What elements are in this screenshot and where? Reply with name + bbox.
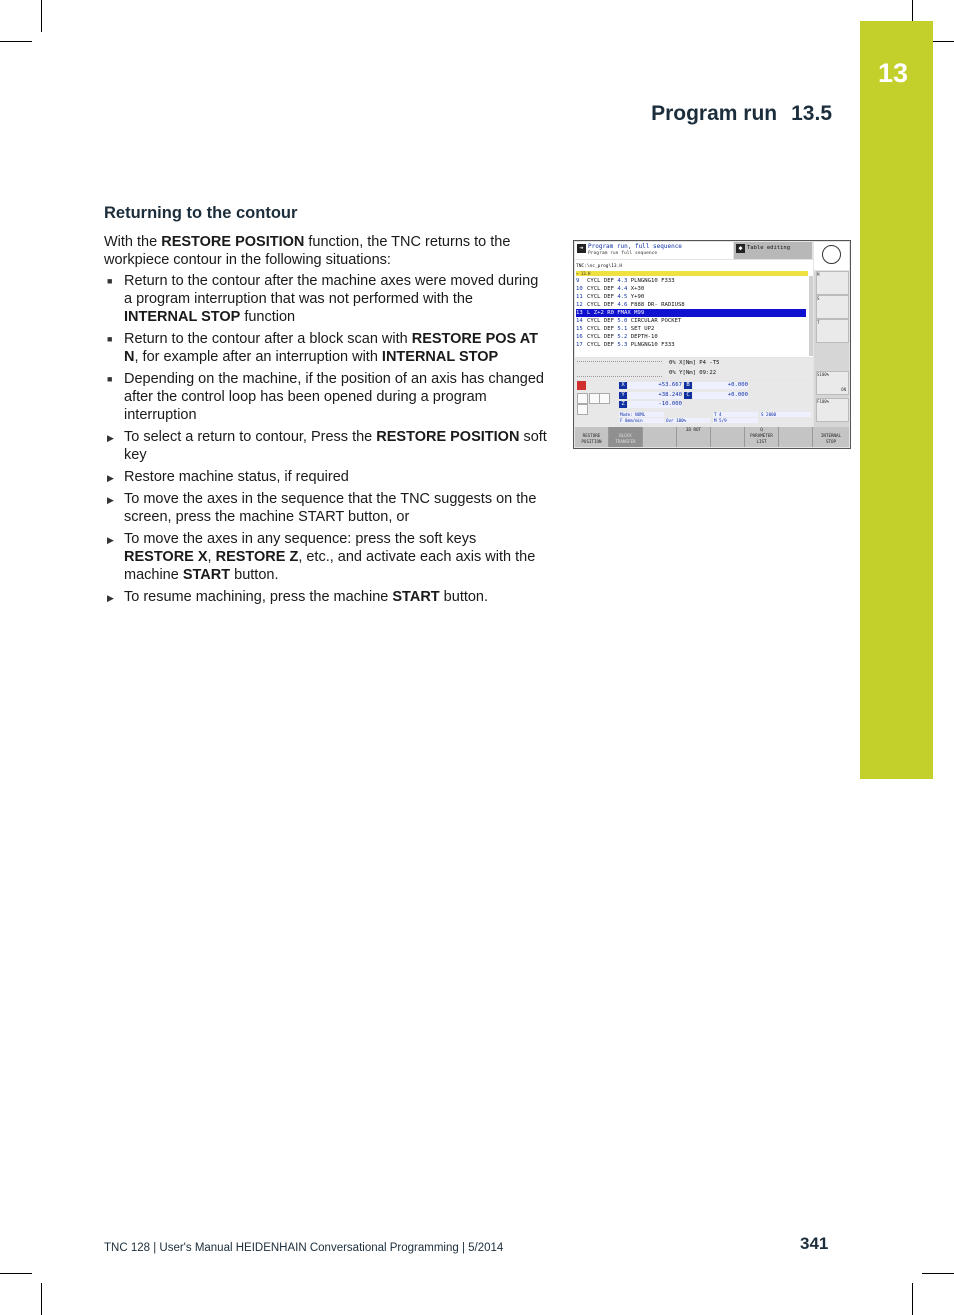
program-line[interactable]: 15 CYCL DEF 5.1 SET UP2 (576, 326, 655, 332)
footer-text: TNC 128 | User's Manual HEIDENHAIN Conversational Programming | 5/2014 (104, 1242, 504, 1254)
header-section: 13.5 (791, 102, 832, 125)
internal-stop-softkey[interactable]: INTERNAL STOP (820, 433, 842, 444)
bullet-list (104, 272, 549, 424)
program-run-icon: ➔ (577, 244, 586, 253)
empty-softkey[interactable] (779, 427, 813, 447)
feed-override-icon[interactable]: F100% (816, 398, 849, 422)
page-number: 341 (800, 1234, 829, 1253)
program-line[interactable]: 11 CYCL DEF 4.5 Y+90 (576, 294, 645, 300)
axis-c: C +0.000 (684, 392, 748, 399)
square-bullet-icon: ■ (107, 276, 113, 286)
list-item: ■ Return to the contour after a block scan with RESTORE POS AT N, for example after an interruption with INTERNAL STOP (107, 331, 538, 365)
load-bars (577, 361, 662, 377)
crop-mark (41, 1283, 42, 1315)
m-function-field: M 5/9 (713, 418, 758, 423)
program-path: TNC:\nc_prog\13.H (576, 264, 623, 269)
crop-mark (912, 1283, 913, 1315)
q-parameter-softkey[interactable]: Q PARAMETER LIST (745, 427, 779, 447)
program-line[interactable]: 16 CYCL DEF 5.2 DEPTH-10 (576, 334, 658, 340)
stop-icon (577, 381, 586, 390)
triangle-bullet-icon: ▶ (107, 593, 114, 603)
axis-z: Z -10.000 (619, 401, 682, 408)
triangle-bullet-icon: ▶ (107, 495, 114, 505)
clock-icon (814, 242, 849, 270)
triangle-bullet-icon: ▶ (107, 433, 114, 443)
chapter-number: 13 (877, 58, 909, 88)
status-line: 0% X[Nm] P4 -T5 (669, 360, 720, 366)
status-icon (599, 393, 610, 404)
right-softkey-bar (814, 271, 849, 427)
header-title: Program run (651, 102, 778, 125)
scrollbar[interactable] (809, 276, 813, 356)
program-line-selected[interactable]: 13 L Z+2 R0 FMAX M99 (576, 309, 806, 317)
triangle-bullet-icon: ▶ (107, 473, 114, 483)
square-bullet-icon: ■ (107, 374, 113, 384)
program-line[interactable]: 10 CYCL DEF 4.4 X+30 (576, 286, 645, 292)
edit-mode-bar (734, 242, 812, 259)
crop-mark (922, 1273, 954, 1274)
mode-subtitle: Program run full sequence (588, 251, 658, 256)
body-text (104, 233, 549, 610)
spindle-override-icon[interactable]: S100% ON (816, 371, 849, 395)
program-line[interactable]: 9 CYCL DEF 4.3 PLNGNG10 F333 (576, 278, 675, 284)
program-line[interactable]: 14 CYCL DEF 5.0 CIRCULAR POCKET (576, 318, 682, 324)
program-line[interactable]: 17 CYCL DEF 5.3 PLNGNG10 F333 (576, 342, 675, 348)
list-item: ■ Return to the contour after the machine axes were moved during a program interruption that was not performed with the INTERNAL STOP function (107, 273, 539, 325)
edit-icon: ◆ (736, 244, 745, 253)
m-key[interactable]: M (816, 271, 849, 295)
step-list (104, 428, 549, 606)
list-item: ▶ To resume machining, press the machine START button. (107, 589, 489, 605)
status-area (575, 358, 813, 380)
override-field: Ovr 100% (665, 418, 710, 423)
empty-softkey[interactable] (711, 427, 745, 447)
restore-position-softkey[interactable]: RESTORE POSITION (575, 427, 609, 447)
block-transfer-softkey[interactable]: BLOCK TRANSFER (609, 427, 643, 447)
page-header (651, 102, 832, 126)
axis-y: Y +38.240 (619, 392, 682, 399)
triangle-bullet-icon: ▶ (107, 535, 114, 545)
intro-paragraph: With the RESTORE POSITION function, the TNC returns to the workpiece contour in the following situations: (104, 234, 511, 268)
axis-x: X +53.667 (619, 382, 682, 389)
edit-title: Table editing (747, 245, 791, 251)
program-listing (575, 260, 813, 357)
softkey-row (575, 427, 849, 447)
program-line[interactable]: 12 CYCL DEF 4.6 F888 DR- RADIUS8 (576, 302, 685, 308)
program-header-line: → 13.H (576, 271, 808, 276)
tnc-screenshot (573, 240, 851, 449)
s-key[interactable]: S (816, 295, 849, 319)
list-item: ▶ To select a return to contour, Press the RESTORE POSITION soft key (107, 429, 547, 463)
mode-title-bar (575, 242, 733, 259)
axis-b: B +0.000 (684, 382, 748, 389)
list-item: ▶ To move the axes in the sequence that the TNC suggests on the screen, press the machine START button, or (107, 491, 537, 525)
crop-mark (41, 0, 42, 32)
list-item: ■ Depending on the machine, if the position of an axis has changed after the control loop has been opened during a program interruption (107, 371, 544, 423)
3d-rot-softkey[interactable]: 3D ROT (677, 427, 711, 447)
section-heading: Returning to the contour (104, 204, 298, 222)
status-icon (577, 404, 588, 415)
status-line: 0% Y[Nm] 09:22 (669, 370, 717, 376)
feed-field: F 0mm/min (619, 418, 664, 423)
tool-field: T 4 (713, 412, 758, 417)
list-item: ▶ Restore machine status, if required (107, 469, 349, 485)
mode-title: Program run, full sequence (588, 243, 682, 250)
status-icon (577, 393, 588, 404)
t-key[interactable]: T (816, 319, 849, 343)
square-bullet-icon: ■ (107, 334, 113, 344)
mode-field: Mode: NOML (619, 412, 664, 417)
empty-softkey[interactable] (643, 427, 677, 447)
list-item: ▶ To move the axes in any sequence: press the soft keys RESTORE X, RESTORE Z, etc., and activate each axis with the machine START button. (107, 531, 536, 583)
crop-mark (0, 41, 32, 42)
spindle-field: S 2000 (760, 412, 811, 417)
chapter-tab (860, 21, 933, 779)
crop-mark (0, 1273, 32, 1274)
position-display (575, 381, 813, 427)
